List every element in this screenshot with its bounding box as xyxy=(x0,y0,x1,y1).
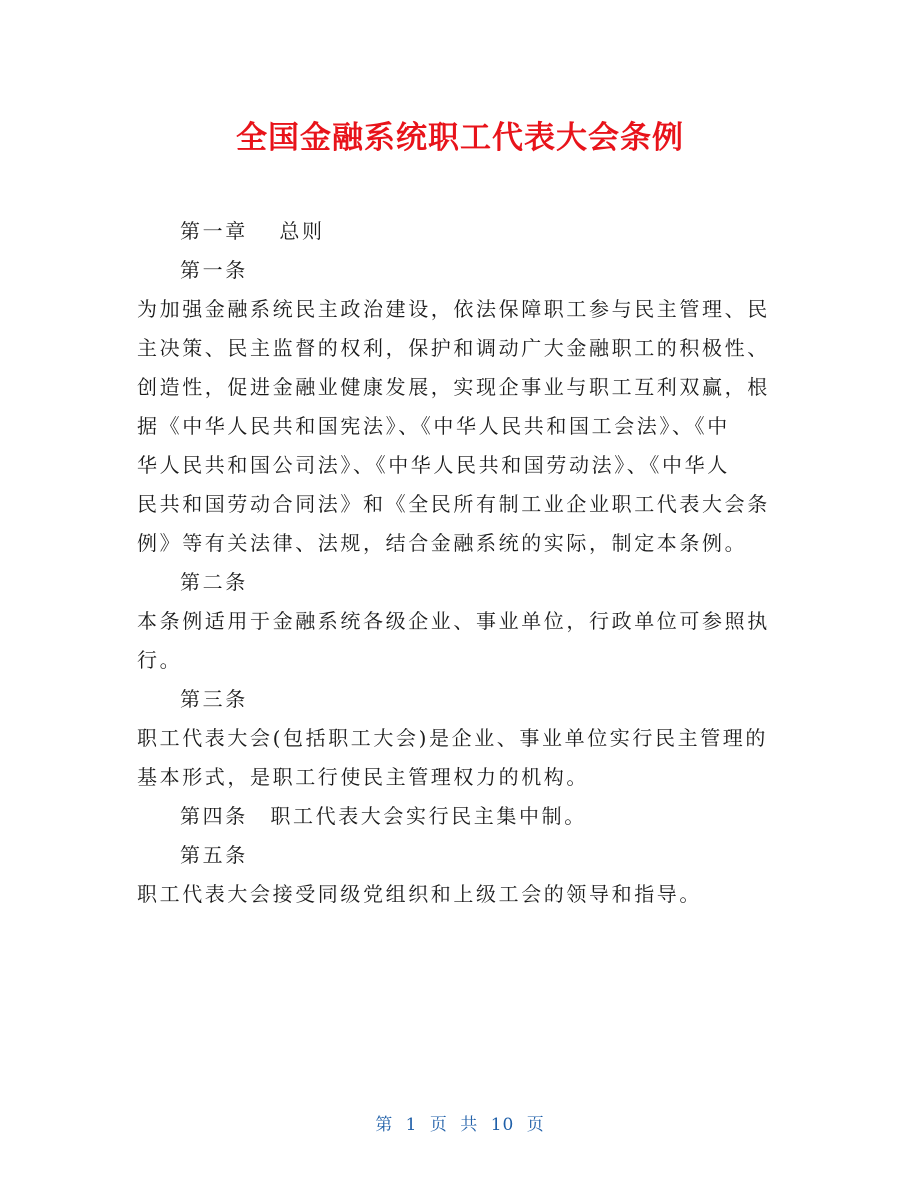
document-title: 全国金融系统职工代表大会条例 xyxy=(236,120,684,156)
article-heading-line: 第一条 xyxy=(180,258,248,282)
body-text-line: 本条例适用于金融系统各级企业、事业单位，行政单位可参照执 xyxy=(137,609,770,633)
body-text-line: 例》等有关法律、法规，结合金融系统的实际，制定本条例。 xyxy=(137,531,748,555)
body-text-line: 为加强金融系统民主政治建设，依法保障职工参与民主管理、民 xyxy=(137,297,770,321)
body-text-line: 华人民共和国公司法》、《中华人民共和国劳动法》、《中华人 xyxy=(137,453,730,477)
body-text-line: 据《中华人民共和国宪法》、《中华人民共和国工会法》、《中 xyxy=(137,414,730,438)
article-heading-line: 第二条 xyxy=(180,570,248,594)
body-text-line: 基本形式，是职工行使民主管理权力的机构。 xyxy=(137,765,589,789)
body-text-line: 职工代表大会(包括职工大会)是企业、事业单位实行民主管理的 xyxy=(137,726,769,750)
body-text-line: 职工代表大会接受同级党组织和上级工会的领导和指导。 xyxy=(137,882,702,906)
article-heading-line: 第五条 xyxy=(180,843,248,867)
body-text-line: 主决策、民主监督的权利，保护和调动广大金融职工的积极性、 xyxy=(137,336,770,360)
body-text-line: 民共和国劳动合同法》和《全民所有制工业企业职工代表大会条 xyxy=(137,492,770,516)
article-heading-line: 第三条 xyxy=(180,687,248,711)
article-heading-line: 第一章 总则 xyxy=(180,219,325,243)
page-indicator: 第 1 页 共 10 页 xyxy=(375,1115,545,1135)
document-body xyxy=(137,212,777,914)
body-text-line: 行。 xyxy=(137,648,183,672)
body-text-line: 创造性，促进金融业健康发展，实现企事业与职工互利双赢，根 xyxy=(137,375,770,399)
article-heading-line: 第四条 职工代表大会实行民主集中制。 xyxy=(180,804,587,828)
